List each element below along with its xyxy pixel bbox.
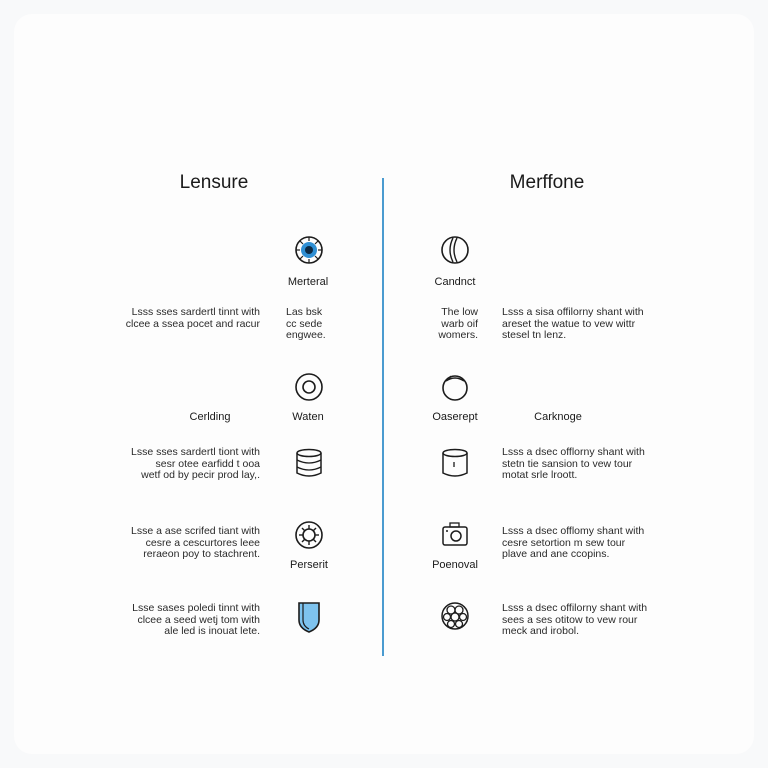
split-circle-icon: [440, 235, 470, 265]
camera-icon: [440, 520, 470, 550]
cylinder-stack-icon: [294, 448, 324, 478]
ring-icon: [294, 372, 324, 402]
right-column-title: Merffone: [509, 172, 585, 193]
perserit-label: Perserit: [290, 559, 328, 571]
cap-sphere-icon: [440, 372, 470, 402]
left-row4-desc: Lsse a ase scrifed tiant with cesre a cescurtores leee reraeon poy to stachrent.: [131, 525, 260, 560]
left-row1-inner-desc: Las bsk cc sede engwee.: [286, 306, 326, 341]
right-row1-inner-desc: The low warb oif womers.: [438, 306, 478, 341]
carknoge-label: Carknoge: [534, 411, 582, 423]
poenoval-label: Poenoval: [432, 559, 478, 571]
eye-lens-icon: [294, 235, 324, 265]
right-row4-desc: Lsss a dsec offlomy shant with cesre setortion m sew tour plave and ane ccopins.: [502, 525, 645, 560]
waten-label: Waten: [292, 411, 324, 423]
left-column-title: Lensure: [179, 172, 249, 193]
shield-icon: [294, 600, 324, 634]
merteral-label: Merteral: [287, 276, 329, 288]
right-row3-desc: Lsss a dsec offlorny shant with stetn tie sansion to vew tour motat srle lroott.: [502, 446, 645, 481]
left-row5-desc: Lsse sases poledi tinnt with clcee a seed wetj tom with ale led is inouat lete.: [132, 602, 260, 637]
cerlding-label: Cerlding: [189, 411, 231, 423]
column-divider: [382, 178, 384, 656]
molecule-ball-icon: [440, 601, 470, 631]
gear-ring-icon: [294, 520, 324, 550]
jar-icon: [440, 448, 470, 478]
right-row1-outer-desc: Lsss a sisa offilorny shant with areset the watue to vew wittr stesel tn lenz.: [502, 306, 644, 341]
left-row3-desc: Lsse sses sardertl tiont with sesr otee earfidd t ooa wetf od by pecir prod lay,.: [131, 446, 260, 481]
candnct-label: Candnct: [434, 276, 476, 288]
diagram-card: [14, 14, 754, 754]
right-row5-desc: Lsss a dsec offilorny shant with sees a ses otitow to vew rour meck and irobol.: [502, 602, 648, 637]
oaserept-label: Oaserept: [432, 411, 478, 423]
left-row1-outer-desc: Lsss sses sardertl tinnt with clcee a ssea pocet and racur: [125, 306, 260, 330]
